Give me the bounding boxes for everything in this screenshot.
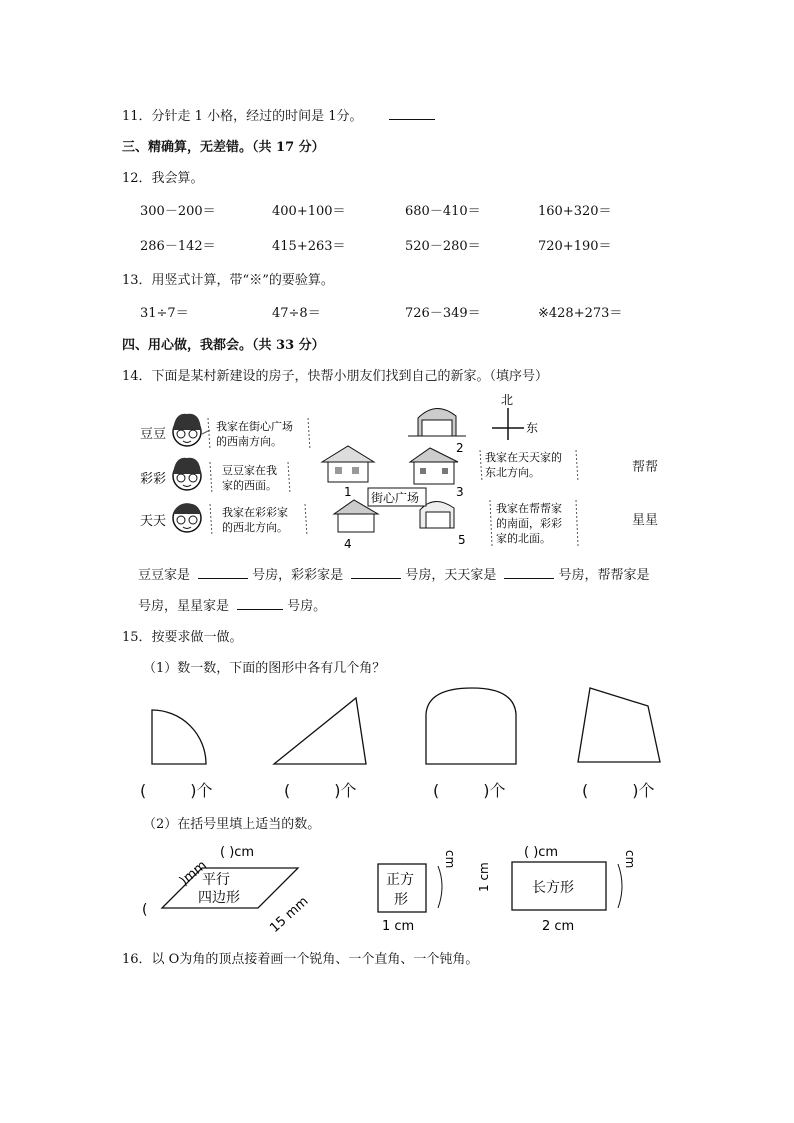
- kid-name-xingxing: 星星: [632, 513, 659, 528]
- count-answer-3[interactable]: ( )个: [433, 781, 506, 800]
- svg-text:正方: 正方: [386, 872, 414, 888]
- house-4: [334, 500, 378, 551]
- speech-text: 东北方向。: [485, 466, 540, 479]
- measure-shapes: [140, 842, 660, 938]
- house-1: [322, 446, 374, 499]
- svg-text:1: 1: [344, 485, 352, 499]
- kid-xingxing: [490, 500, 590, 546]
- angle-shapes: [140, 682, 670, 770]
- answer-blank[interactable]: [504, 567, 554, 579]
- calc-item: ※428+273＝: [538, 306, 623, 321]
- svg-text:(: (: [142, 902, 148, 918]
- speech-text: 家的西面。: [222, 479, 277, 492]
- kid-name: 彩彩: [140, 472, 167, 487]
- svg-text:街心广场: 街心广场: [371, 491, 420, 505]
- calc-item: 400+100＝: [272, 204, 346, 219]
- svg-text:东: 东: [526, 421, 539, 435]
- svg-text:1 cm: 1 cm: [477, 862, 491, 892]
- kid-bangbang: [480, 450, 590, 482]
- svg-text:1 cm: 1 cm: [382, 919, 415, 934]
- kid-name: 天天: [140, 514, 167, 529]
- calc-item: 726－349＝: [405, 306, 481, 321]
- speech-text: 家的北面。: [496, 532, 551, 545]
- compass-icon: [492, 393, 538, 440]
- count-answer-4[interactable]: ( )个: [582, 781, 655, 800]
- kid-doudou: [140, 414, 310, 450]
- speech-text: 我家在帮帮家: [496, 502, 562, 515]
- svg-text:四边形: 四边形: [198, 890, 240, 906]
- question-13-title: 13．用竖式计算，带“※”的要验算。: [122, 273, 334, 288]
- question-11-text: 11．分针走 1 小格，经过的时间是 1分。: [122, 109, 363, 124]
- village-map-figure: [130, 390, 590, 552]
- right-length-blank: cm: [623, 850, 637, 869]
- section-4-title: 四、用心做，我都会。（共 33 分）: [122, 338, 325, 353]
- speech-text: 的南面，彩彩: [496, 517, 562, 530]
- question-11: [122, 105, 439, 124]
- top-length-blank: ( )cm: [220, 845, 255, 860]
- right-length-blank: cm: [443, 850, 457, 869]
- svg-text:2: 2: [456, 441, 464, 455]
- kid-name-bangbang: 帮帮: [632, 460, 659, 475]
- calc-item: 31÷7＝: [140, 306, 189, 321]
- calc-item: 286－142＝: [140, 239, 216, 254]
- svg-text:3: 3: [456, 485, 464, 499]
- calc-item: 720+190＝: [538, 239, 612, 254]
- top-length-blank: ( )cm: [524, 845, 559, 860]
- speech-text: 我家在天天家的: [485, 451, 562, 464]
- question-12-title: 12．我会算。: [122, 171, 204, 186]
- rectangle-shape: [477, 845, 637, 934]
- house-2: [408, 408, 466, 455]
- calc-item: 520－280＝: [405, 239, 481, 254]
- section-3-title: 三、精确算，无差错。（共 17 分）: [122, 140, 325, 155]
- q15-part-1: （1）数一数，下面的图形中各有几个角？: [143, 661, 386, 676]
- question-16: 16．以 O为角的顶点接着画一个锐角、一个直角、一个钝角。: [122, 952, 479, 967]
- svg-text:形: 形: [394, 892, 408, 908]
- square-shape: [378, 850, 457, 934]
- house-5: [420, 501, 466, 547]
- kid-name: 豆豆: [140, 427, 167, 442]
- triangle-shape: [274, 698, 366, 764]
- svg-text:2 cm: 2 cm: [542, 919, 575, 934]
- count-answer-1[interactable]: ( )个: [140, 781, 213, 800]
- left-length-blank: )mm: [176, 857, 210, 889]
- answer-blank[interactable]: [389, 108, 435, 120]
- svg-text:北: 北: [501, 393, 514, 407]
- svg-text:长方形: 长方形: [532, 880, 574, 896]
- svg-text:平行: 平行: [202, 872, 230, 888]
- count-answer-2[interactable]: ( )个: [284, 781, 357, 800]
- q14-answer-line-1: 豆豆家是 号房，彩彩家是 号房，天天家是 号房，帮帮家是: [138, 568, 650, 583]
- kid-caicai: [140, 458, 290, 494]
- calc-item: 300－200＝: [140, 204, 216, 219]
- q14-answer-line-2: 号房，星星家是 号房。: [138, 599, 327, 614]
- speech-text: 我家在街心广场: [216, 420, 293, 433]
- svg-text:5: 5: [458, 533, 466, 547]
- speech-text: 我家在彩彩家: [222, 506, 288, 519]
- side-length: 15 mm: [267, 893, 312, 936]
- speech-text: 的西北方向。: [222, 521, 288, 534]
- calc-item: 160+320＝: [538, 204, 612, 219]
- question-14-title: 14．下面是某村新建设的房子，快帮小朋友们找到自己的新家。（填序号）: [122, 369, 549, 384]
- quadrilateral-shape: [578, 688, 660, 762]
- calc-item: 47÷8＝: [272, 306, 321, 321]
- arch-shape: [426, 688, 516, 764]
- calc-item: 415+263＝: [272, 239, 346, 254]
- calc-item: 680－410＝: [405, 204, 481, 219]
- parallelogram-shape: [142, 845, 312, 936]
- svg-text:4: 4: [344, 537, 352, 551]
- kid-tiantian: [140, 504, 307, 536]
- question-15-title: 15．按要求做一做。: [122, 630, 243, 645]
- speech-text: 豆豆家在我: [222, 464, 277, 477]
- answer-blank[interactable]: [351, 567, 401, 579]
- quarter-circle-shape: [152, 710, 206, 764]
- q15-part-2: （2）在括号里填上适当的数。: [143, 817, 321, 832]
- speech-text: 的西南方向。: [216, 435, 282, 448]
- answer-blank[interactable]: [198, 567, 248, 579]
- plaza-sign: [368, 488, 426, 506]
- answer-blank[interactable]: [237, 598, 283, 610]
